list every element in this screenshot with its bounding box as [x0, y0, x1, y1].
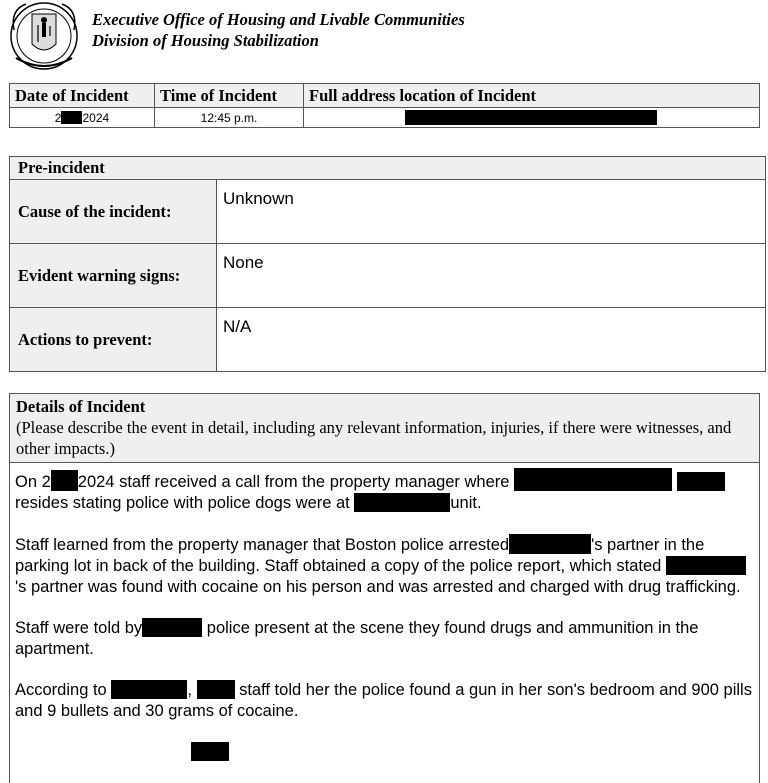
time-header: Time of Incident: [155, 84, 304, 108]
details-paragraph: [15, 742, 754, 763]
details-header: [10, 394, 760, 463]
redaction-box: [51, 470, 78, 491]
cause-label: Cause of the incident:: [10, 180, 217, 244]
details-paragraph: On 2 2024 staff received a call from the property manager where resides stating police with police dogs were at unit.: [15, 468, 754, 514]
address-header: Full address location of Incident: [304, 84, 760, 108]
redaction-box: [509, 534, 591, 554]
redaction-box: [142, 618, 202, 637]
details-paragraph: According to , staff told her the police found a gun in her son's bedroom and 900 pills and 9 bullets and 30 grams of cocaine.: [15, 680, 754, 722]
agency-header: [92, 9, 465, 51]
details-instructions: (Please describe the event in detail, including any relevant information, injuries, if there were witnesses, and other impacts.): [16, 418, 731, 458]
address-value: [304, 108, 760, 128]
state-seal-logo: [4, 0, 84, 70]
details-paragraph: Staff learned from the property manager that Boston police arrested 's partner in the parking lot in back of the building. Staff obtained a copy of the police report, which stated 's partner was found with cocaine on his person and was arrested and charged with drug trafficking.: [15, 534, 754, 598]
pre-incident-table: [9, 156, 766, 372]
date-value: 2 2024: [10, 108, 155, 128]
details-title: Details of Incident: [16, 397, 145, 416]
redaction-box: [354, 493, 450, 512]
redaction-box: [197, 680, 235, 699]
details-paragraph: Staff were told by police present at the scene they found drugs and ammunition in the apartment.: [15, 618, 754, 660]
incident-info-table: [9, 83, 760, 128]
agency-line-1: Executive Office of Housing and Livable Communities: [92, 9, 465, 30]
redaction-box: [405, 110, 657, 125]
cause-value: Unknown: [217, 180, 766, 244]
actions-label: Actions to prevent:: [10, 308, 217, 372]
redaction-box: [111, 680, 187, 699]
details-table: [9, 393, 760, 783]
date-header: Date of Incident: [10, 84, 155, 108]
warning-signs-value: None: [217, 244, 766, 308]
redaction-box: [514, 468, 672, 491]
actions-value: N/A: [217, 308, 766, 372]
redaction-box: [191, 742, 229, 761]
redaction-box: [61, 111, 82, 124]
pre-incident-title: Pre-incident: [10, 157, 766, 180]
redaction-box: [677, 472, 725, 491]
details-body: [10, 463, 760, 783]
redaction-box: [666, 556, 746, 575]
time-value: 12:45 p.m.: [155, 108, 304, 128]
warning-signs-label: Evident warning signs:: [10, 244, 217, 308]
agency-line-2: Division of Housing Stabilization: [92, 30, 465, 51]
